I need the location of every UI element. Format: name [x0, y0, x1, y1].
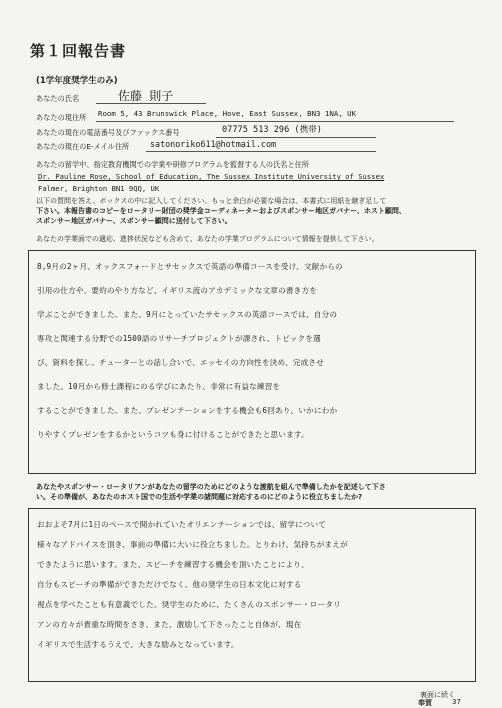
phone-underline [216, 137, 376, 138]
answer-1-line: 専攻と関連する分野での1500語のリサーチプロジェクトが課され、トピックを選 [37, 334, 321, 343]
continue-note: 裏面に続く [420, 691, 455, 699]
answer-1-line: 8,9月の2ヶ月、オックスフォードとサセックスで英語の準備コースを受け、文献からの [37, 262, 343, 271]
report-title: 第１回報告書 [30, 42, 127, 60]
answer-2-box [28, 508, 476, 682]
address-value: Room 5, 43 Brunswick Place, Hove, East Sussex, BN3 1NA, UK [98, 109, 357, 118]
instructions-line-3: スポンサー地区ガバナー、スポンサー顧問に送付して下さい。 [36, 217, 232, 225]
question-1: あなたの学業面での適応、進捗状況なども含めて、あなたの学業プログラムについて情報を提供して下さい。 [36, 235, 379, 243]
supervisor-line-2: Falmer, Brighton BN1 9QQ, UK [38, 184, 160, 193]
address-label: あなたの現住所 [36, 113, 87, 122]
answer-2-line: イギリスで生活するうえで、大きな励みとなっています。 [37, 640, 239, 649]
answer-2-line: できたように思います。また、スピーチを練習する機会を頂いたことにより、 [37, 560, 309, 569]
page-number: 37 [452, 698, 461, 706]
instructions-line-1: 以下の質問を答え、ボックスの中に記入してください。もっと余白が必要な場合は、本書式に用紙を継ぎ足して [36, 197, 387, 205]
answer-2-line: 自分もスピーチの準備ができただけでなく、他の奨学生の日本文化に対する [37, 580, 302, 589]
answer-1-line: 学ぶことができました。また、9月にとっていたサセックスの英語コースでは、自分の [37, 310, 338, 319]
footer-label: 奉賀 [418, 699, 432, 707]
report-subtitle: (1学年度奨学生のみ) [36, 76, 118, 86]
answer-1-line: りやすくプレゼンをするかというコツも身に付けることができたと思います。 [37, 430, 309, 439]
name-value: 佐藤 則子 [118, 89, 174, 103]
answer-2-line: おおよそ7月に1日のペースで開かれていたオリエンテーションでは、留学について [37, 520, 327, 529]
answer-1-line: び、資料を探し、チューターとの話し合いで、エッセイの方向性を決め、完成させ [37, 358, 324, 367]
question-2-line-2: い。その準備が、あなたのホスト国での生活や学業の諸問題に対応するのにどのように役立ちましたか? [36, 493, 363, 501]
email-label: あなたの現在のE-メイル住所 [36, 142, 130, 151]
answer-1-line: 引用の仕方や、要約のやり方など、イギリス流のアカデミックな文章の書き方を [37, 286, 318, 295]
email-underline [146, 151, 376, 152]
name-underline [96, 103, 206, 104]
answer-1-line: することができました。また、プレゼンテーションをする機会も6回あり、いかにわか [37, 406, 338, 415]
answer-2-line: 様々なアドバイスを頂き、事前の準備に大いに役立ちました。とりわけ、気持ちがまえが [37, 540, 348, 549]
supervisor-line-1: Dr. Pauline Rose, School of Education, The Sussex Institute University of Sussex [38, 172, 385, 181]
answer-2-line: アンの方々が貴重な時間をさき、また、激励して下さったこと自体が、現在 [37, 620, 302, 629]
answer-1-box [28, 250, 476, 474]
email-value: satonoriko611@hotmail.com [150, 139, 277, 149]
address-underline [96, 121, 454, 122]
question-2-line-1: あなたやスポンサー・ロータリアンがあなたの留学のためにどのような渡航を組んで準備したかを記述して下さ [36, 483, 386, 491]
answer-1-line: ました。10月から修士課程にのる学びにあたり、非常に有益な練習を [37, 382, 281, 391]
supervisor-question: あなたの留学中、指定教育機関での学業や研修プログラムを監督する人の氏名と住所 [36, 160, 310, 169]
phone-label: あなたの現在の電話番号及びファックス番号 [36, 128, 180, 137]
phone-value: 07775 513 296 (携帯) [222, 125, 322, 135]
answer-2-line: 視点を学べたことも有意義でした。奨学生のために、たくさんのスポンサー・ロータリ [37, 600, 341, 609]
instructions-line-2: 下さい。本報告書のコピーをロータリー財団の奨学金コーディネーターおよびスポンサー地区ガバナー、ホスト顧問、 [36, 207, 406, 215]
name-label: あなたの氏名 [36, 94, 80, 103]
